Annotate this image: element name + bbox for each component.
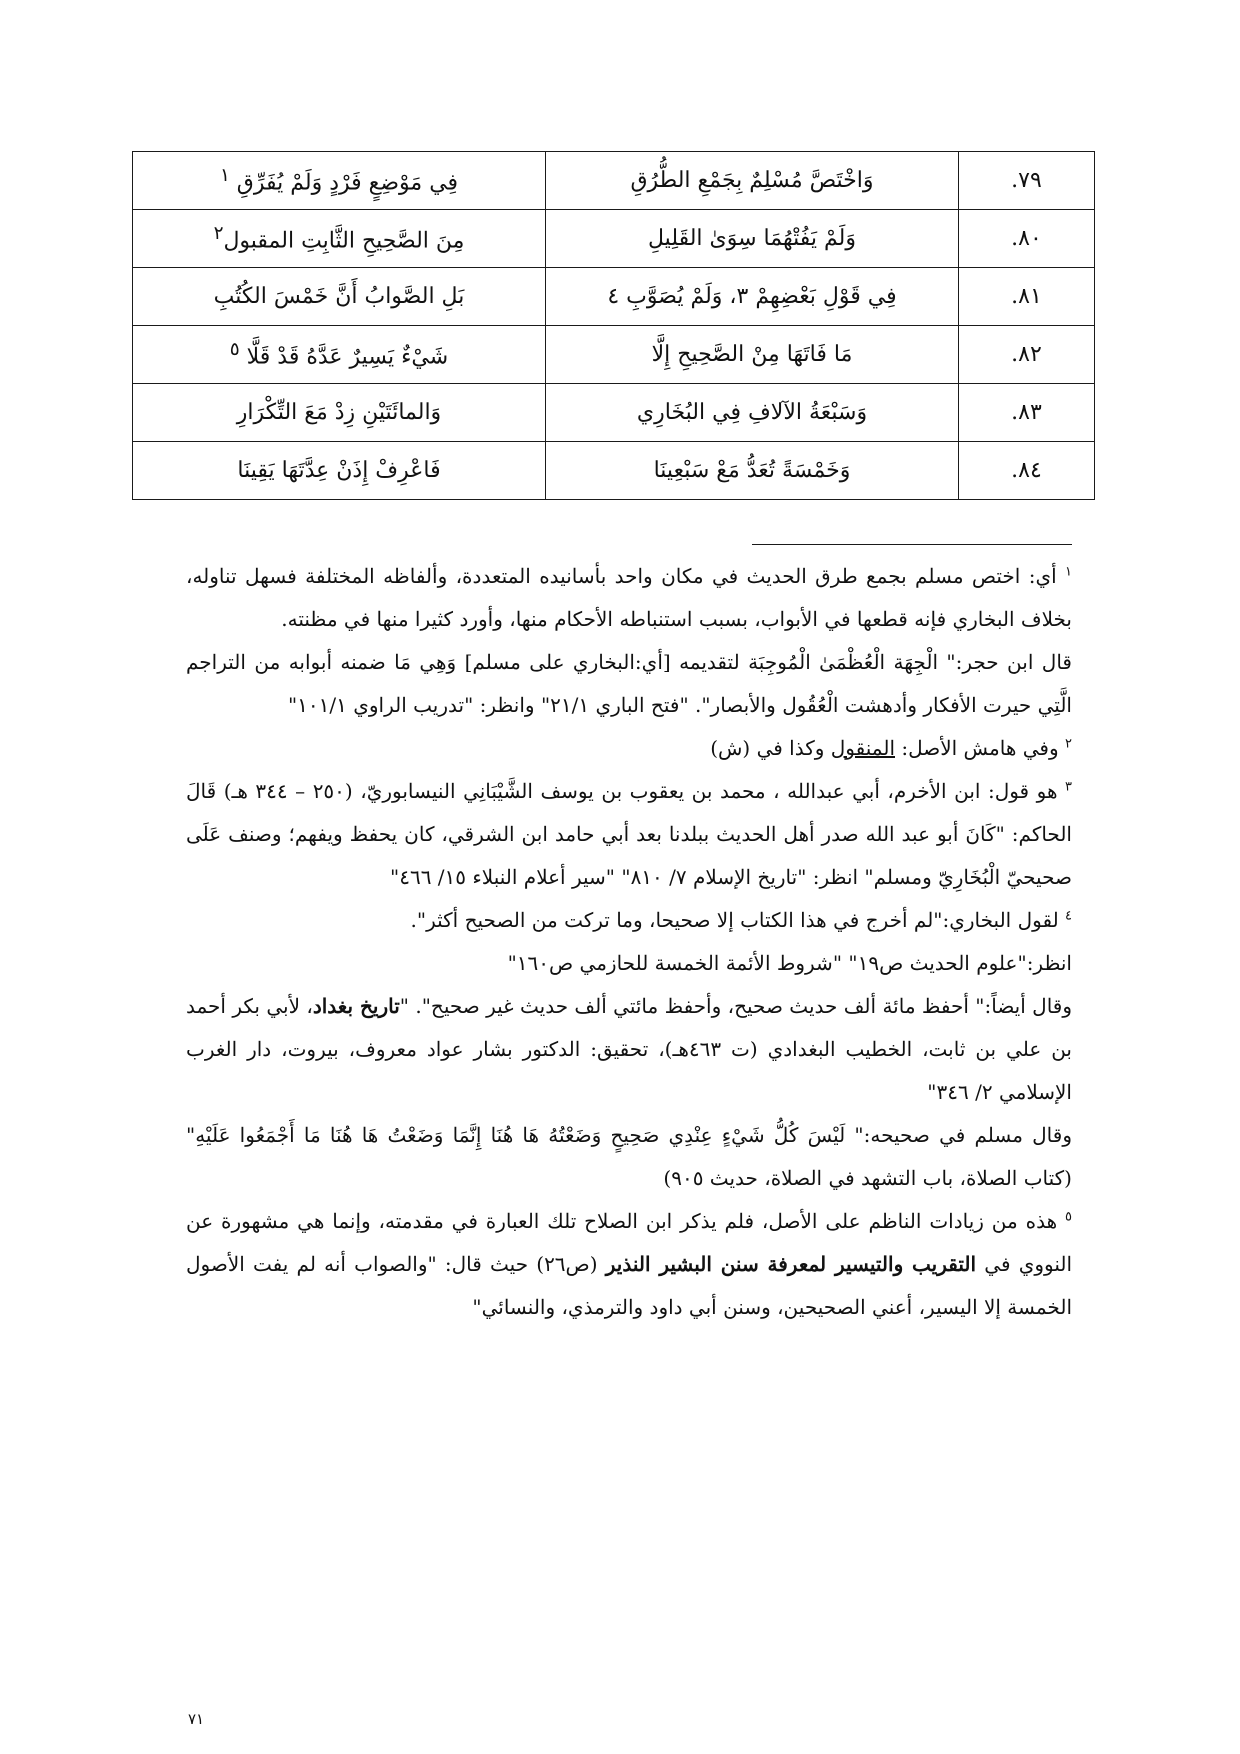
footnote-number: ٤ xyxy=(1065,908,1072,924)
verse-second-hemistich xyxy=(133,210,546,268)
footnote-text: هو قول: ابن الأخرم، أبي عبدالله ، محمد بن يعقوب بن يوسف الشَّيْبَانِي النيسابوريّ، (٢٥٠ – ٣٤٤ هـ) قَالَ الحاكم: "كَانَ أبو عبد الله صدر أهل الحديث ببلدنا بعد أبي حامد ابن الشرقي، كان يحفظ ويفهم؛ وصنف عَلَى صحيحيّ الْبُخَارِيّ ومسلم" انظر: "تاريخ الإسلام ٧/ ٨١٠" "سير أعلام النبلاء ١٥/ ٤٦٦" xyxy=(186,779,1072,889)
verse-first-hemistich: وَاخْتَصَّ مُسْلِمٌ بِجَمْعِ الطُّرُقِ xyxy=(546,152,959,210)
verse-second-text: فِي مَوْضِعٍ فَرْدٍ وَلَمْ يُفَرِّقِ xyxy=(236,170,459,196)
footnote-number: ٢ xyxy=(1065,736,1072,752)
verse-second-hemistich xyxy=(133,268,546,326)
verse-second-hemistich xyxy=(133,384,546,442)
verse-number: ٨٠. xyxy=(959,210,1095,268)
verse-second-text: وَالمائَتَيْنِ زِدْ مَعَ التِّكْرَارِ xyxy=(236,400,442,425)
footnote-text: أي: اختص مسلم بجمع طرق الحديث في مكان واحد بأسانيده المتعددة، وألفاظه المختلفة فسهل تناوله، بخلاف البخاري فإنه قطعها في الأبواب، بسبب استنباطه الأحكام منها، وأورد كثيرا منها في مظنته. xyxy=(186,564,1072,631)
footnote-text: هذه من زيادات الناظم على الأصل، فلم يذكر ابن الصلاح تلك العبارة في مقدمته، وإنما هي مشهورة عن النووي في xyxy=(186,1209,1073,1276)
footnote-1 xyxy=(186,555,1072,641)
footnote-3 xyxy=(186,770,1072,899)
footnote-4 xyxy=(186,899,1072,942)
footnote-ref: ٥ xyxy=(229,339,240,361)
verse-second-hemistich xyxy=(133,442,546,500)
verse-second-hemistich xyxy=(133,152,546,210)
verse-row xyxy=(133,210,1095,268)
footnote-number: ٣ xyxy=(1065,779,1073,795)
verse-second-text: فَاعْرِفْ إِذَنْ عِدَّتَهَا يَقِينَا xyxy=(237,458,441,483)
footnotes xyxy=(186,555,1072,1329)
footnote-number: ٥ xyxy=(1065,1209,1072,1225)
verse-second-text: بَلِ الصَّوابُ أَنَّ خَمْسَ الكُتُبِ xyxy=(213,284,465,309)
verse-number: ٨١. xyxy=(959,268,1095,326)
verse-second-hemistich xyxy=(133,326,546,384)
verse-number: ٨٣. xyxy=(959,384,1095,442)
footnote-text: ، لأبي بكر أحمد بن علي بن ثابت، الخطيب البغدادي (ت ٤٦٣هـ)، تحقيق: الدكتور بشار عواد معروف، بيروت، دار الغرب الإسلامي ٢/ ٣٤٦" xyxy=(186,994,1072,1104)
footnote-text: وفي هامش الأصل: xyxy=(895,736,1059,760)
book-title: تاريخ بغداد xyxy=(312,994,400,1018)
footnote-1-quote xyxy=(186,641,1072,727)
verse-row xyxy=(133,326,1095,384)
verse-number: ٧٩. xyxy=(959,152,1095,210)
verse-row xyxy=(133,384,1095,442)
footnote-ref: ٢ xyxy=(213,223,224,245)
footnote-text: وقال أيضاً:" أحفظ مائة ألف حديث صحيح، وأحفظ مائتي ألف حديث غير صحيح". " xyxy=(399,994,1073,1018)
verse-first-hemistich: فِي قَوْلِ بَعْضِهِمْ ٣، وَلَمْ يُصَوَّبِ ٤ xyxy=(546,268,959,326)
book-title: التقريب والتيسير لمعرفة سنن البشير النذير xyxy=(605,1252,977,1276)
footnote-separator xyxy=(752,544,1072,545)
footnote-5 xyxy=(186,1200,1072,1329)
footnote-text: (ص٢٦) حيث قال: "والصواب أنه لم يفت الأصول الخمسة إلا اليسير، أعني الصحيحين، وسنن أبي داود والترمذي، والنسائي" xyxy=(186,1252,1072,1319)
footnote-text: انظر:"علوم الحديث ص١٩" "شروط الأئمة الخمسة للحازمي ص١٦٠" xyxy=(507,951,1072,975)
verse-number: ٨٤. xyxy=(959,442,1095,500)
footnote-text: لقول البخاري:"لم أخرج في هذا الكتاب إلا صحيحا، وما تركت من الصحيح أكثر". xyxy=(410,908,1059,932)
footnote-text: وقال مسلم في صحيحه:" لَيْسَ كُلُّ شَيْءٍ عِنْدِي صَحِيحٍ وَضَعْتُهُ هَا هُنَا إِنَّمَا وَضَعْتُ هَا هُنَا مَا أَجْمَعُوا عَلَيْهِ" (كتاب الصلاة، باب التشهد في الصلاة، حديث ٩٠٥) xyxy=(186,1123,1072,1190)
footnote-number: ١ xyxy=(1065,564,1072,580)
underlined-word: المنقول xyxy=(830,736,895,760)
footnote-2 xyxy=(186,727,1072,770)
footnote-text: وكذا في (ش) xyxy=(710,736,831,760)
verse-first-hemistich: وَسَبْعَةُ الآلافِ فِي البُخَارِي xyxy=(546,384,959,442)
verse-second-text: شَيْءٌ يَسِيرٌ عَدَّهُ قَدْ قَلَّا xyxy=(246,344,449,370)
verse-first-hemistich: وَخَمْسَةً تُعَدُّ مَعْ سَبْعِينَا xyxy=(546,442,959,500)
verse-row xyxy=(133,442,1095,500)
verse-second-text: مِنَ الصَّحِيحِ الثَّابِتِ المقبول xyxy=(223,228,465,254)
verse-first-hemistich: مَا فَاتَهَا مِنْ الصَّحِيحِ إِلَّا xyxy=(546,326,959,384)
footnote-4-muslim xyxy=(186,1114,1072,1200)
footnote-text: قال ابن حجر:" الْجِهَة الْعُظْمَىٰ الْمُوجِبَة لتقديمه [أي:البخاري على مسلم] وَهِي مَا ضمنه أبوابه من التراجم الَّتِي حيرت الأفكار وأدهشت الْعُقُول والأبصار". "فتح الباري ٢١/١" وانظر: "تدريب الراوي ١٠١/١" xyxy=(186,650,1072,717)
page-number: ٧١ xyxy=(188,1710,205,1728)
verses-table xyxy=(132,151,1095,500)
verse-row xyxy=(133,152,1095,210)
footnote-4-quote xyxy=(186,985,1072,1114)
footnote-ref: ١ xyxy=(219,165,230,187)
verse-number: ٨٢. xyxy=(959,326,1095,384)
footnote-4-ref xyxy=(186,942,1072,985)
verse-first-hemistich: وَلَمْ يَفُتْهُمَا سِوَىٰ القَلِيلِ xyxy=(546,210,959,268)
verse-row xyxy=(133,268,1095,326)
